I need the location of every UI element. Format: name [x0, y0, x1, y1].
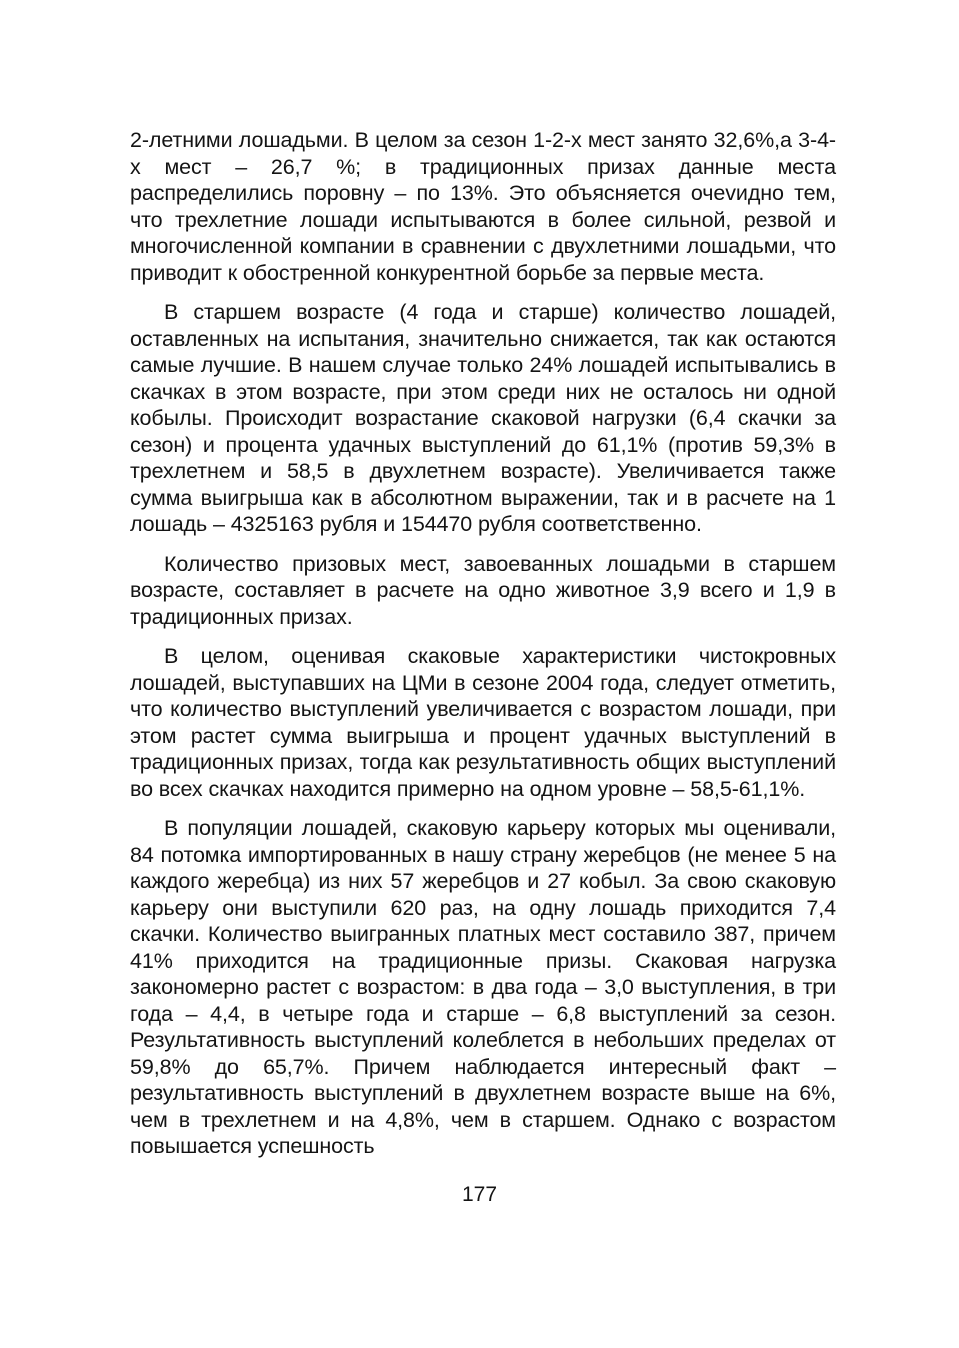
- paragraph-1: 2-летними лошадьми. В целом за сезон 1-2-х мест занято 32,6%,а 3-4-х мест – 26,7 %; в традиционных призах данные места распределились поровну – по 13%. Это объясняется очеvидно тем, что трехлетние лошади испытываются в более сильной, резвой и многочисленной компании в сравнении с двухлетними лошадьми, что приводит к обостренной конкурентной борьбе за первые места.: [130, 128, 836, 285]
- page-number: 177: [461, 1183, 498, 1206]
- page-body: [130, 127, 836, 1173]
- paragraph-5: В популяции лошадей, скаковую карьеру которых мы оценивали, 84 потомка импортированных в нашу страну жеребцов (не менее 5 на каждого жеребца) из них 57 жеребцов и 27 кобыл. За свою скаковую карьеру они выступили 620 раз, на одну лошадь приходится 7,4 скачки. Количество выигранных платных мест составило 387, причем 41% приходится на традиционные призы. Скаковая нагрузка закономерно растет с возрастом: в два года – 3,0 выступления, в три года – 4,4, в четыре года и старше – 6,8 выступлений за сезон. Результативность выступлений колеблется в небольших пределах от 59,8% до 65,7%. Причем наблюдается интересный факт – результативность выступлений в двухлетнем возрасте выше на 6%, чем в трехлетнем и на 4,8%, чем в старшем. Однако с возрастом повышается успешность: [130, 816, 836, 1158]
- paragraph-2: В старшем возрасте (4 года и старше) количество лошадей, оставленных на испытания, значительно снижается, так как остаются самые лучшие. В нашем случае только 24% лошадей испытывались в скачках в этом возрасте, при этом среди них не осталось ни одной кобылы. Происходит возрастание скаковой нагрузки (6,4 скачки за сезон) и процента удачных выступлений до 61,1% (против 59,3% в трехлетнем и 58,5 в двухлетнем возрасте). Увеличивается также сумма выигрыша как в абсолютном выражении, так и в расчете на 1 лошадь – 4325163 рубля и 154470 рубля соответственно.: [130, 300, 836, 536]
- paragraph-3: Количество призовых мест, завоеванных лошадьми в старшем возрасте, составляет в расчете на одно животное 3,9 всего и 1,9 в традиционных призах.: [130, 551, 836, 629]
- paragraph-4: В целом, оценивая скаковые характеристики чистокровных лошадей, выступавших на ЦМи в сезоне 2004 года, следует отметить, что количество выступлений увеличивается с возрастом лошади, при этом растет сумма выигрыша и процент удачных выступлений в традиционных призах, тогда как результативность общих выступлений во всех скачках находится примерно на одном уровне – 58,5-61,1%.: [130, 644, 836, 801]
